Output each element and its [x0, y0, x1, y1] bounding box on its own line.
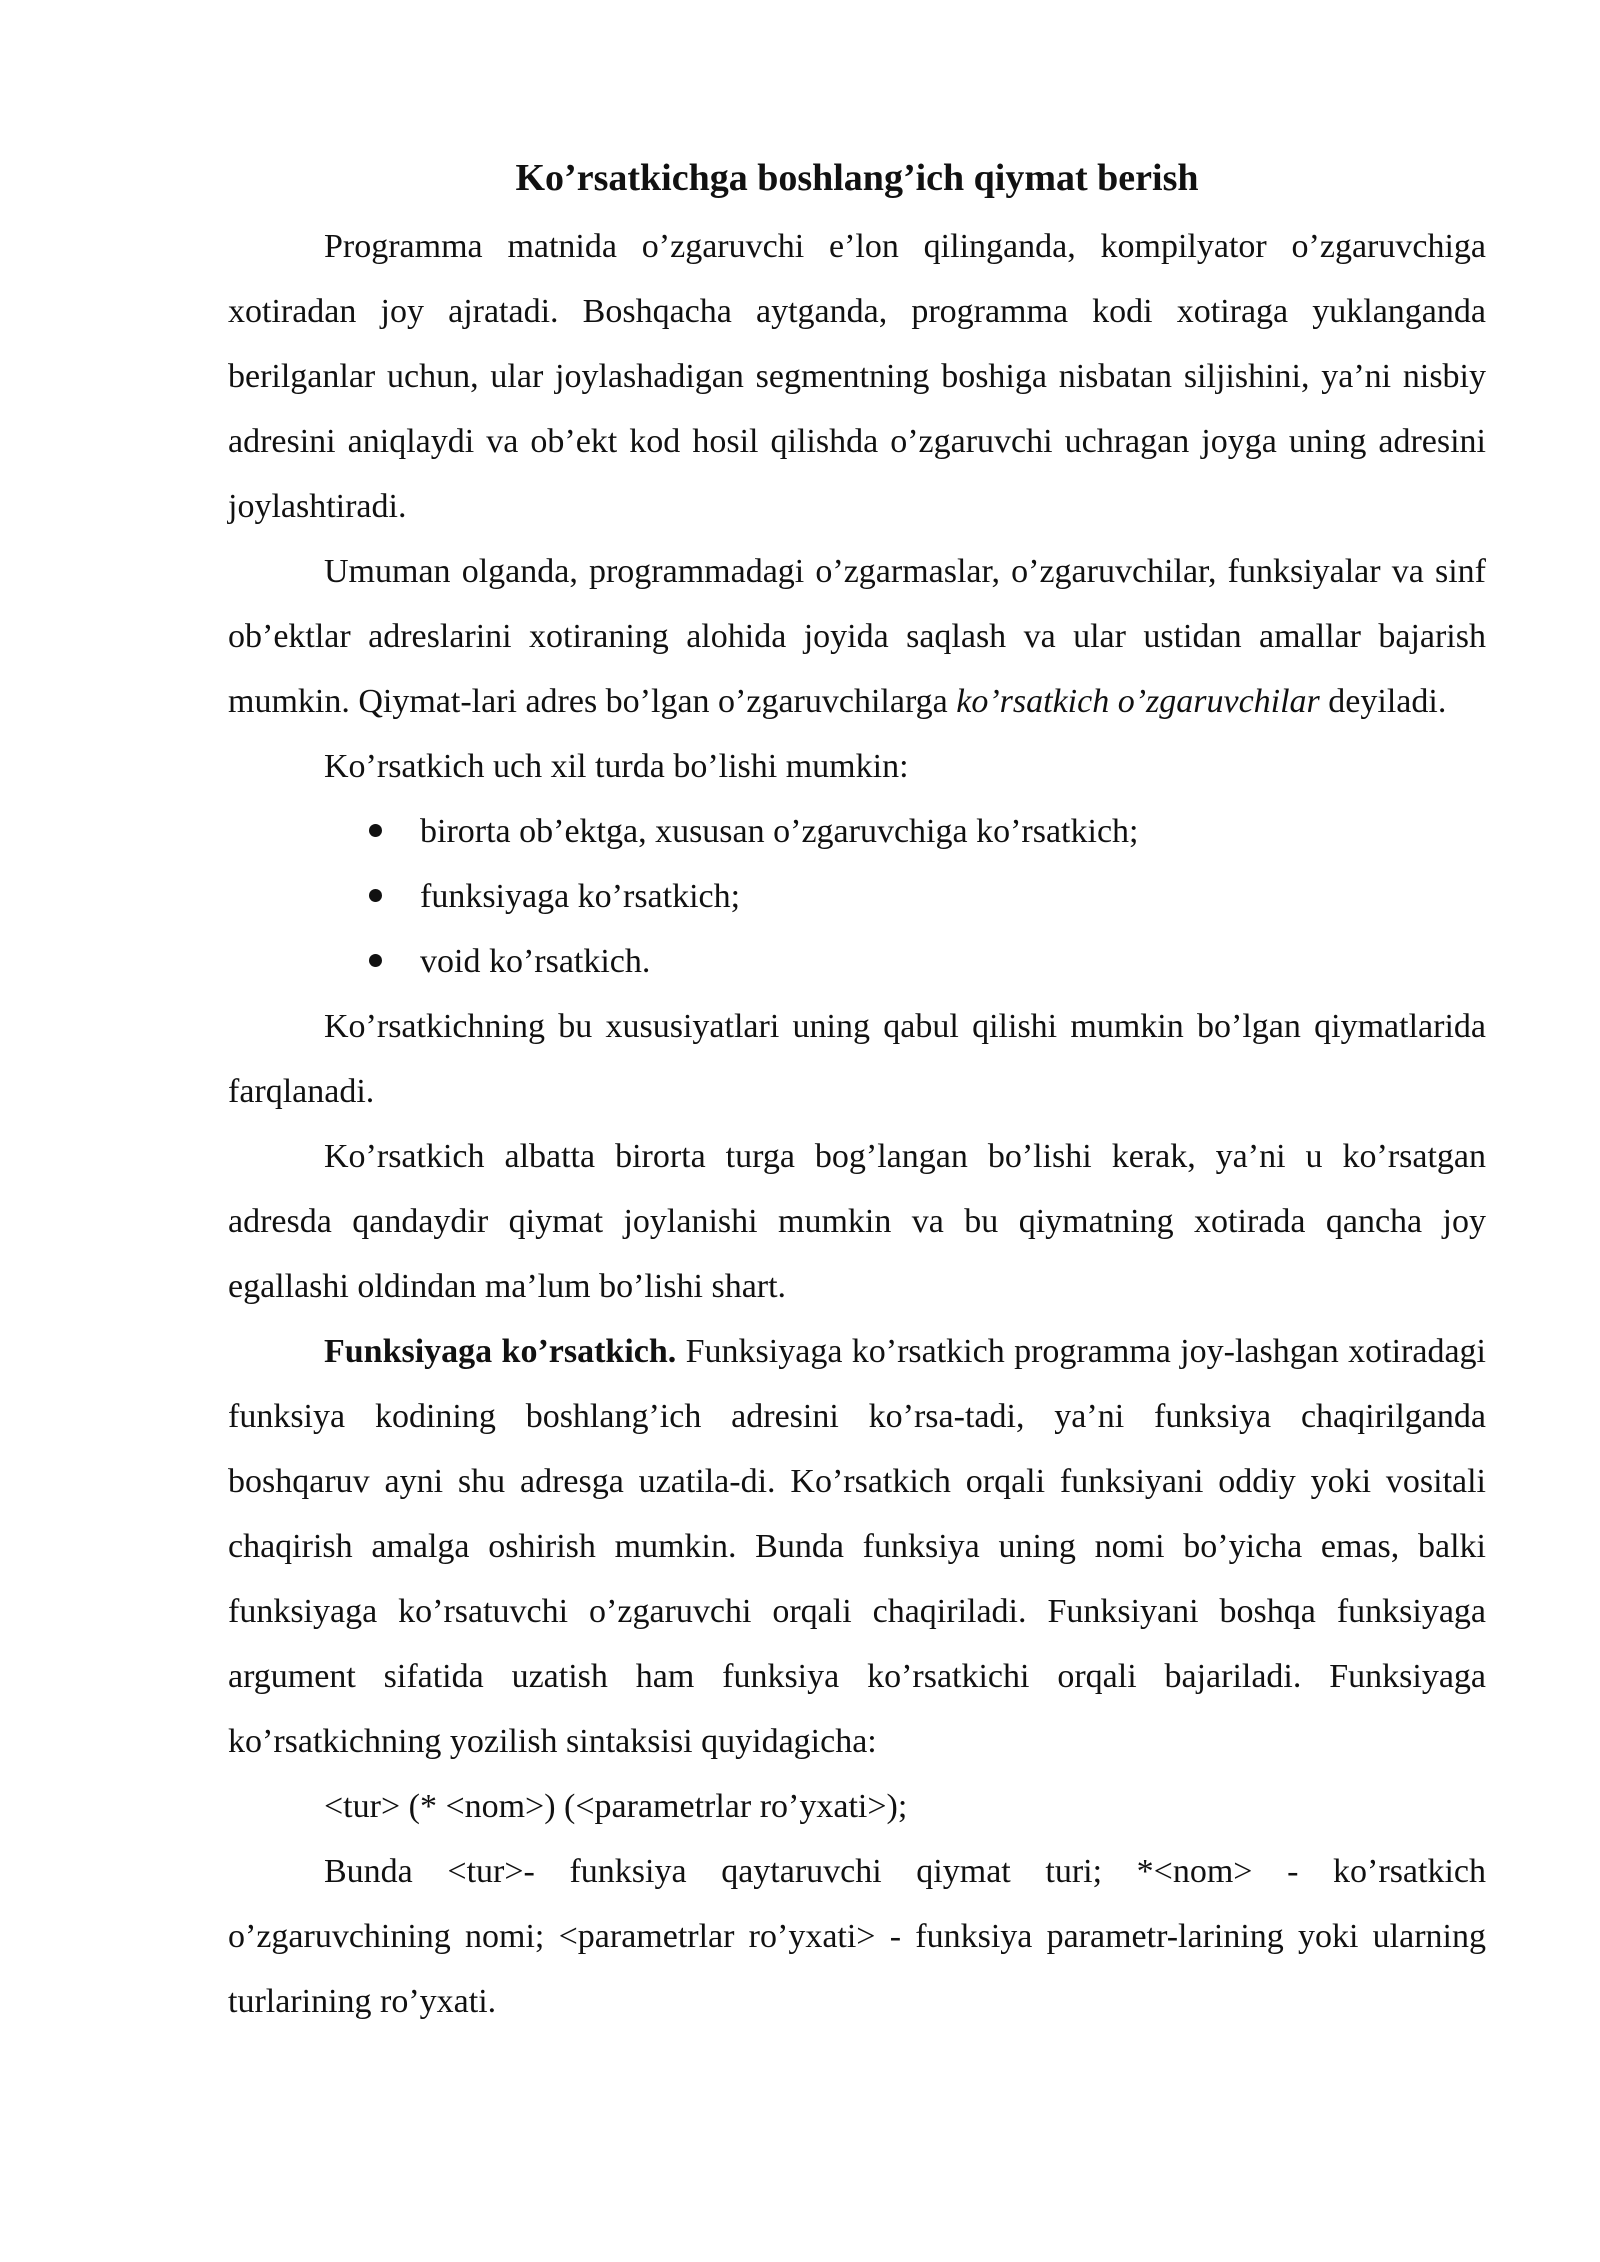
document-page: [228, 148, 1486, 2034]
paragraph-pointer-properties: Ko’rsatkichning bu xususiyatlari uning qabul qilishi mumkin bo’lgan qiymatlarida farqlanadi.: [228, 1008, 1486, 1110]
bullet-icon: [369, 889, 382, 902]
pointer-kinds-list: [228, 799, 1486, 994]
list-item-text: birorta ob’ektga, xususan o’zgaruvchiga ko’rsatkich;: [420, 813, 1139, 850]
bullet-icon: [369, 824, 382, 837]
function-pointer-heading: Funksiyaga ko’rsatkich.: [324, 1333, 677, 1370]
pointer-definition-text: Umuman olganda, programmadagi o’zgarmaslar, o’zgaruvchilar, funksiyalar va sinf ob’ektlar adreslarini xotiraning alohida joyida saqlash va ular ustidan amallar bajarish mumkin. Qiymat-lari adres bo’lgan o’zgaruvchilarga: [228, 553, 1486, 720]
pointer-definition-end: deyiladi.: [1319, 683, 1447, 720]
list-item: [420, 929, 1486, 994]
document-title: Ko’rsatkichga boshlang’ich qiymat berish: [515, 157, 1199, 199]
list-item-text: funksiyaga ko’rsatkich;: [420, 878, 741, 915]
paragraph-function-pointer: [228, 1319, 1486, 1774]
paragraph-variable-memory: Programma matnida o’zgaruvchi e’lon qilinganda, kompilyator o’zgaruvchiga xotiradan joy ajratadi. Boshqacha aytganda, programma kodi xotiraga yuklanganda berilganlar uchun, ular joylashadigan segmentning boshiga nisbatan siljishini, ya’ni nisbiy adresini aniqlaydi va ob’ekt kod hosil qilishda o’zgaruvchi uchragan joyga uning adresini joylashtiradi.: [228, 228, 1486, 525]
function-pointer-text: Funksiyaga ko’rsatkich programma joy-lashgan xotiradagi funksiya kodining boshlang’ich adresini ko’rsa-tadi, ya’ni funksiya chaqirilganda boshqaruv ayni shu adresga uzatila-di. Ko’rsatkich orqali funksiyani oddiy yoki vositali chaqirish amalga oshirish mumkin. Bunda funksiya uning nomi bo’yicha emas, balki funksiyaga ko’rsatuvchi o’zgaruvchi orqali chaqiriladi. Funksiyani boshqa funksiyaga argument sifatida uzatish ham funksiya ko’rsatkichi orqali bajariladi. Funksiyaga ko’rsatkichning yozilish sintaksisi quyidagicha:: [228, 1333, 1486, 1760]
paragraph-pointer-type: Ko’rsatkich albatta birorta turga bog’langan bo’lishi kerak, ya’ni u ko’rsatgan adresda qandaydir qiymat joylanishi mumkin va bu qiymatning xotirada qancha joy egallashi oldindan ma’lum bo’lishi shart.: [228, 1138, 1486, 1305]
paragraph-syntax-explanation: Bunda <tur>- funksiya qaytaruvchi qiymat turi; *<nom> - ko’rsatkich o’zgaruvchining nomi; <parametrlar ro’yxati> - funksiya parametr-larining yoki ularning turlarining ro’yxati.: [228, 1853, 1486, 2020]
list-item: [420, 864, 1486, 929]
syntax-line: <tur> (* <nom>) (<parametrlar ro’yxati>);: [324, 1788, 908, 1825]
pointer-term: ko’rsatkich o’zgaruvchilar: [956, 683, 1320, 720]
bullet-icon: [369, 954, 382, 967]
list-item-text: void ko’rsatkich.: [420, 943, 651, 980]
list-item: [420, 799, 1486, 864]
paragraph-pointer-definition: [228, 539, 1486, 734]
paragraph-pointer-kinds: Ko’rsatkich uch xil turda bo’lishi mumkin:: [324, 748, 909, 785]
